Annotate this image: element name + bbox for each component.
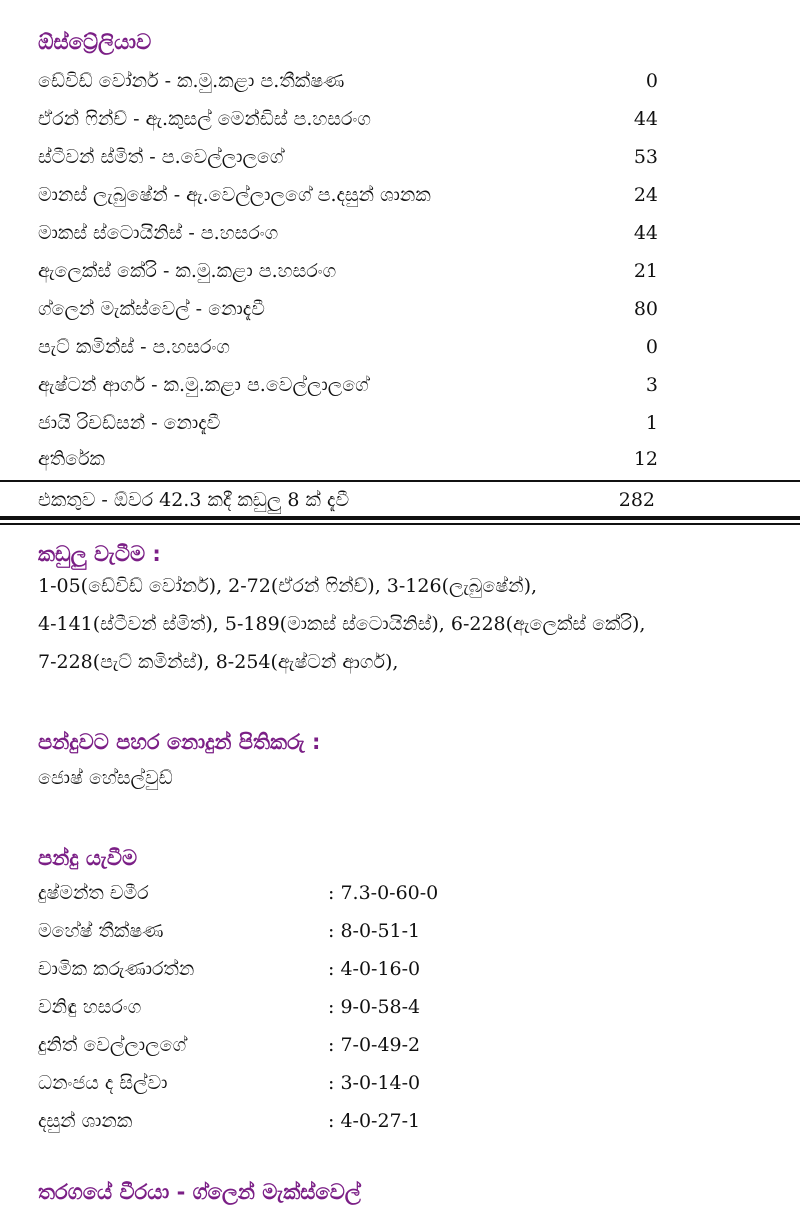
- batting-dismissal: ජායි රිචඩ්සන් - නොදැවී: [38, 412, 221, 434]
- batting-runs: 24: [633, 184, 658, 206]
- bowler-name: මහේෂ් තීක්ෂණ: [38, 920, 164, 942]
- batting-runs: 21: [633, 260, 658, 282]
- batting-runs: 44: [633, 108, 658, 130]
- batting-row: [38, 332, 658, 362]
- bowling-row: [38, 992, 538, 1022]
- bowler-name: චාමික කරුණාරත්න: [38, 958, 195, 980]
- bowler-figures: : 3-0-14-0: [328, 1072, 421, 1094]
- batting-dismissal: ඒරන් ෆින්ච් - ඇ.කුසල් මෙන්ඩිස් ප.හසරංග: [38, 108, 371, 130]
- batting-row: [38, 408, 658, 438]
- batting-runs: 53: [633, 146, 658, 168]
- divider: [0, 516, 800, 520]
- fall-of-wickets-line: 4-141(ස්ටීවන් ස්මිත්), 5-189(මාකස් ස්ටොයිනිස්), 6-228(ඇලෙක්ස් කේරි),: [38, 613, 646, 635]
- bowler-name: වනිඳු හසරංග: [38, 996, 142, 1018]
- batting-runs: 44: [633, 222, 658, 244]
- bowler-figures: : 9-0-58-4: [328, 996, 421, 1018]
- batting-dismissal: ග්ලෙන් මැක්ස්වෙල් - නොදැවී: [38, 298, 265, 320]
- bowling-row: [38, 1106, 538, 1136]
- bowler-figures: : 4-0-27-1: [328, 1110, 421, 1132]
- batting-runs: 3: [645, 374, 658, 396]
- batting-row: [38, 444, 658, 474]
- bowling-heading: පන්දු යැවීම: [38, 846, 138, 870]
- batting-dismissal: මාකස් ස්ටොයිනිස් - ප.හසරංග: [38, 222, 279, 244]
- bowling-row: [38, 1068, 538, 1098]
- bowler-name: ධනංජය ද සිල්වා: [38, 1072, 168, 1094]
- batting-runs: 80: [633, 298, 658, 320]
- fall-of-wickets-line: 7-228(පැට් කමින්ස්), 8-254(ඇෂ්ටන් ආගර්),: [38, 651, 399, 673]
- batting-row: [38, 66, 658, 96]
- batting-runs: 1: [645, 412, 658, 434]
- batting-row: [38, 294, 658, 324]
- bowling-row: [38, 1030, 538, 1060]
- batting-row: [38, 142, 658, 172]
- bowler-name: දුෂ්මන්ත චමීර: [38, 882, 149, 904]
- total-label: එකතුව - ඕවර 42.3 කදී කඩුලු 8 ක් දැවී: [38, 489, 350, 511]
- bowler-name: දුනිත් වෙල්ලාලගේ: [38, 1034, 187, 1056]
- batting-runs: 0: [645, 336, 658, 358]
- batting-row: [38, 218, 658, 248]
- bowler-figures: : 8-0-51-1: [328, 920, 421, 942]
- batting-dismissal: මානස් ලැබුෂේන් - ඇ.වෙල්ලාලගේ ප.දසුන් ශානක: [38, 184, 431, 206]
- total-runs: 282: [618, 489, 655, 511]
- bowling-row: [38, 878, 538, 908]
- did-not-bat-players: ජොෂ් හේසල්වුඩ්: [38, 767, 173, 789]
- extras-runs: 12: [633, 448, 658, 470]
- batting-runs: 0: [645, 70, 658, 92]
- batting-row: [38, 104, 658, 134]
- total-row: [0, 480, 800, 520]
- batting-row: [38, 256, 658, 286]
- batting-row: [38, 370, 658, 400]
- bowling-row: [38, 954, 538, 984]
- fall-of-wickets-heading: කඩුලු වැටීම :: [38, 542, 161, 566]
- bowling-row: [38, 916, 538, 946]
- bowler-figures: : 4-0-16-0: [328, 958, 421, 980]
- batting-dismissal: ඇලෙක්ස් කේරි - ක.මු.කළා ප.හසරංග: [38, 260, 337, 282]
- batting-row: [38, 180, 658, 210]
- batting-dismissal: පැට් කමින්ස් - ප.හසරංග: [38, 336, 230, 358]
- divider: [0, 523, 800, 525]
- batting-dismissal: ස්ටීවන් ස්මිත් - ප.වෙල්ලාලගේ: [38, 146, 284, 168]
- team-heading: ඕස්ට්‍රේලියාව: [38, 30, 152, 54]
- player-of-match: තරගයේ වීරයා - ග්ලෙන් මැක්ස්වෙල්: [38, 1180, 361, 1204]
- bowler-name: දසුන් ශානක: [38, 1110, 133, 1132]
- batting-dismissal: ඩේවිඩ් වෝනර් - ක.මු.කළා ප.තීක්ෂණ: [38, 70, 345, 92]
- bowler-figures: : 7.3-0-60-0: [328, 882, 439, 904]
- batting-dismissal: ඇෂ්ටන් ආගර් - ක.මු.කළා ප.වෙල්ලාලගේ: [38, 374, 369, 396]
- extras-label: අතිරේක: [38, 448, 105, 470]
- fall-of-wickets-line: 1-05(ඩේවිඩ් වෝනර්), 2-72(ඒරන් ෆින්ච්), 3-126(ලැබුෂේන්),: [38, 575, 538, 597]
- did-not-bat-heading: පන්දුවට පහර නොදුන් පිතිකරු :: [38, 730, 321, 754]
- bowler-figures: : 7-0-49-2: [328, 1034, 421, 1056]
